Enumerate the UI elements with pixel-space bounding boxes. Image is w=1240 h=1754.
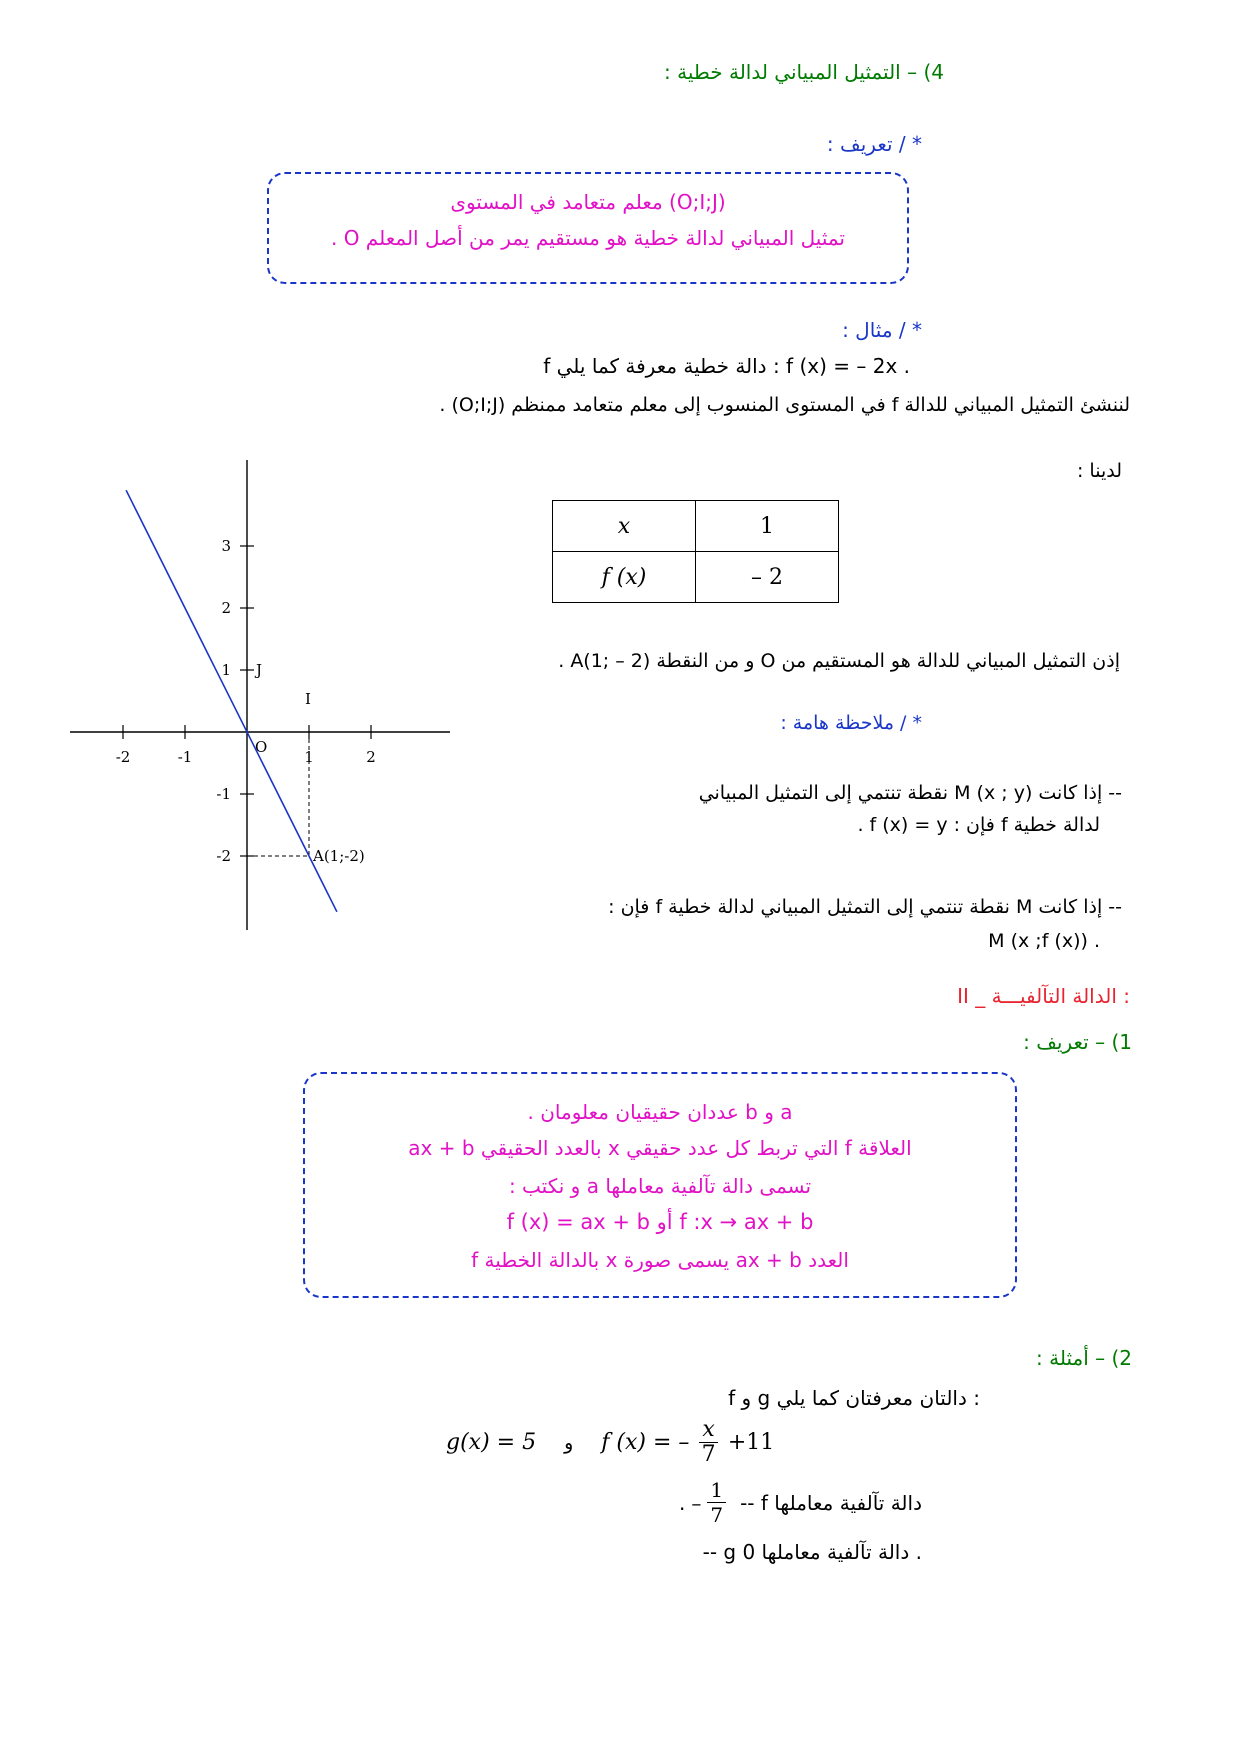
we-have-label: لدينا :	[1076, 460, 1122, 482]
formula-fraction	[699, 1418, 717, 1467]
y-tick-label: 1	[221, 661, 231, 679]
section-2-title: II _ الدالة التآلفيـــة :	[957, 984, 1130, 1008]
x-tick-label: 2	[366, 748, 376, 766]
item-1-sign: –	[691, 1490, 702, 1515]
definition-line-1: (O;I;J) معلم متعامد في المستوى	[450, 190, 726, 214]
table-cell: f (x)	[553, 552, 696, 603]
item-1-numerator: 1	[707, 1478, 726, 1503]
definition-line-2: تمثيل المبياني لدالة خطية هو مستقيم يمر من أصل المعلم O .	[330, 226, 845, 250]
table-row	[553, 501, 839, 552]
item-1-text: -- f دالة تآلفية معاملها	[740, 1490, 922, 1515]
table-cell: 1	[696, 501, 839, 552]
label-j: J	[256, 661, 263, 679]
affine-def-line-5: العدد ax + b يسمى صورة x بالدالة الخطية f	[471, 1248, 849, 1272]
examples-formula	[446, 1418, 774, 1467]
examples-title: 2) – أمثلة :	[1036, 1346, 1132, 1370]
note-2-line-2: M (x ;f (x)) .	[988, 930, 1100, 952]
affine-definition-box	[303, 1072, 1017, 1298]
note-1-line-1: -- إذا كانت M (x ; y) نقطة تنتمي إلى التمثيل المبياني	[698, 782, 1122, 804]
example-item-1	[679, 1478, 922, 1527]
fraction-denominator: 7	[701, 1442, 716, 1467]
label-a: A(1;-2)	[313, 847, 365, 865]
y-tick-label: 2	[221, 599, 231, 617]
item-1-end: .	[678, 1490, 686, 1515]
section-4-title: 4) – التمثيل المبياني لدالة خطية :	[664, 60, 944, 84]
note-label: * / ملاحظة هامة :	[780, 712, 922, 734]
definition-box	[267, 172, 909, 284]
x-tick-label: 1	[304, 748, 314, 766]
note-1-line-2: لدالة خطية f فإن : f (x) = y .	[857, 814, 1100, 836]
table-cell: – 2	[696, 552, 839, 603]
x-tick-label: -1	[177, 748, 193, 766]
affine-def-line-1: a و b عددان حقيقيان معلومان .	[527, 1100, 793, 1124]
formula-g: g(x) = 5	[446, 1430, 537, 1455]
label-o: O	[255, 738, 268, 756]
affine-def-line-2: العلاقة f التي تربط كل عدد حقيقي x بالعدد الحقيقي ax + b	[408, 1136, 912, 1160]
examples-intro: f و g دالتان معرفتان كما يلي :	[728, 1386, 980, 1410]
example-line-2: لننشئ التمثيل المبياني للدالة f في المستوى المنسوب إلى معلم متعامد ممنظم (O;I;J) .	[439, 394, 1130, 416]
y-tick-label: -2	[216, 847, 231, 865]
conclusion-text: إذن التمثيل المبياني للدالة هو المستقيم من O و من النقطة A(1; – 2) .	[558, 650, 1120, 672]
x-tick-label: -2	[115, 748, 131, 766]
formula-f-right: +11	[727, 1430, 775, 1455]
y-tick-label: -1	[216, 785, 231, 803]
fraction-numerator: x	[699, 1418, 717, 1443]
affine-def-line-3: تسمى دالة تآلفية معاملها a و نكتب :	[508, 1174, 812, 1198]
formula-f-left: f (x) = –	[601, 1430, 690, 1455]
table-cell: x	[553, 501, 696, 552]
note-2-line-1: -- إذا كانت M نقطة تنتمي إلى التمثيل المبياني لدالة خطية f فإن :	[608, 896, 1122, 918]
y-tick-label: 3	[221, 537, 231, 555]
formula-and: و	[564, 1431, 574, 1454]
label-i: I	[305, 690, 311, 708]
values-table	[552, 500, 839, 603]
function-graph	[60, 450, 460, 940]
item-1-denominator: 7	[710, 1503, 724, 1527]
item-1-fraction	[707, 1478, 726, 1527]
example-label: * / مثال :	[842, 318, 922, 342]
table-row	[553, 552, 839, 603]
affine-definition-title: 1) – تعريف :	[1023, 1030, 1132, 1054]
definition-label: * / تعريف :	[826, 132, 922, 156]
example-item-2: -- g دالة تآلفية معاملها 0 .	[702, 1540, 922, 1564]
example-line-1: f دالة خطية معرفة كما يلي : f (x) = – 2x .	[543, 354, 910, 378]
affine-def-line-4: f :x → ax + b أو f (x) = ax + b	[506, 1210, 814, 1234]
